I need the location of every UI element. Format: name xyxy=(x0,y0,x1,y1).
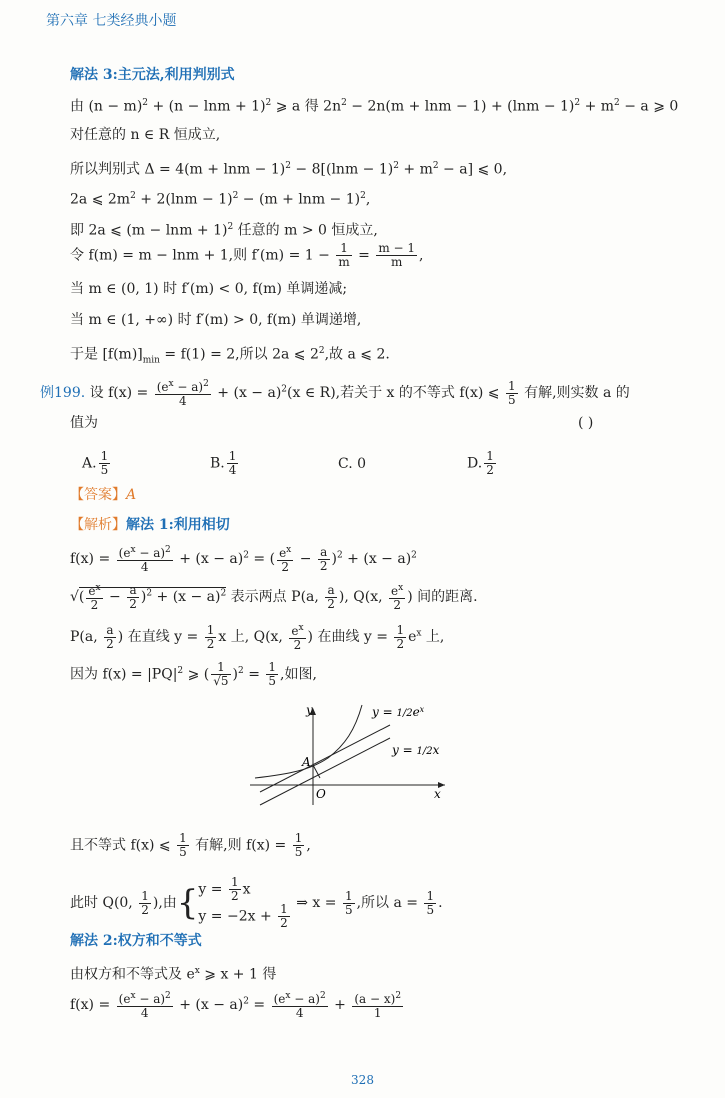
fraction: $\frac{e^x}{2}$ xyxy=(391,583,404,612)
text: 2a ⩽ 2m xyxy=(70,191,131,208)
fraction: $\frac{1}{5}$ xyxy=(179,831,187,859)
analysis-line-1: f(x) = $\frac{(e^x - a)^2}{4}$ + $(x - a)^2$ = ( $\frac{e^x}{2}$ − $\frac{a}{2}$ )$^2 + (x - a)^2$ xyxy=(70,544,417,574)
text: x 上, Q xyxy=(218,629,266,645)
text: , xyxy=(365,191,371,208)
fraction: $\frac{1}{5}$ xyxy=(344,888,353,917)
text: ,所以 a = xyxy=(356,895,423,911)
choice-b xyxy=(210,450,240,477)
method3-line-7: 当 m ∈ (0, 1) 时 f′(m) < 0, f(m) 单调递减; xyxy=(70,281,348,297)
fraction: $\frac{(e^x - a)^2}{4}$ xyxy=(156,379,209,408)
text: + m xyxy=(580,98,615,115)
text: f(x) = xyxy=(70,997,115,1013)
fraction: $\frac{(e^x - a)^2}{4}$ xyxy=(118,545,171,574)
fraction: $\frac{1}{2}$ xyxy=(206,622,215,651)
text: + 2(lnm − 1) xyxy=(135,191,233,208)
analysis-label: 【解析】 xyxy=(70,517,126,533)
page-number: 328 xyxy=(351,1073,374,1087)
subscript: min xyxy=(142,355,160,366)
text: = xyxy=(353,247,375,264)
analysis-line-4: 因为 $f(x) = |PQ|^2$ ⩾ ( $\frac{1}{√5}$ )$^2$ = $\frac{1}{5}$ ,如图, xyxy=(70,660,317,689)
example-199-line-1: 例199. 设 f(x) = $\frac{(e^x - a)^2}{4}$ + $(x - a)^2(x$ ∈ R),若关于 x 的不等式 f(x) ⩽ $\frac{1}{5}$ 有解,则实数 a 的 xyxy=(40,378,630,408)
example-199-line-2: 值为 xyxy=(70,415,98,431)
text: ,故 a ⩽ 2. xyxy=(324,346,390,363)
fraction: $\frac{1}{5}$ xyxy=(507,378,516,407)
text: − a ⩾ 0 xyxy=(619,98,679,115)
y-axis-label: y xyxy=(306,703,313,717)
text: + (x − a) xyxy=(174,551,244,567)
text: ⩾ xyxy=(183,666,204,683)
choice-label: B. xyxy=(210,455,225,472)
fraction: $\frac{1}{2}$ xyxy=(486,449,494,477)
text: 此时 Q xyxy=(70,895,114,911)
method3-line-6 xyxy=(70,242,424,269)
text: + (x − a) xyxy=(174,997,244,1013)
text: 由 (n − m) xyxy=(70,98,143,115)
fraction: $\frac{e^x}{2}$ xyxy=(279,545,292,574)
curve-label: $y = 1/2e^x$ xyxy=(372,705,425,719)
text: − 2n(m + lnm − 1) + (lnm − 1) xyxy=(346,98,575,115)
text: − a] ⩽ 0, xyxy=(438,161,508,178)
text: − 8[(lnm − 1) xyxy=(290,161,394,178)
text: 上, xyxy=(421,629,445,645)
text: 令 f(m) = m − lnm + 1,则 f′(m) = 1 − xyxy=(70,247,330,264)
text: y = −2x + xyxy=(198,908,277,925)
method2-line-2: f(x) = $\frac{(e^x - a)^2}{4}$ + $(x - a)^2$ = $\frac{(e^x - a)^2}{4}$ + $\frac{(a - x)^2}{1}$ xyxy=(70,991,402,1020)
fraction: $\frac{(a - x)^2}{1}$ xyxy=(354,991,402,1020)
text: 所以判别式 Δ = 4(m + lnm − 1) xyxy=(70,161,286,178)
text: x xyxy=(432,743,440,757)
method3-line-8: 当 m ∈ (1, +∞) 时 f′(m) > 0, f(m) 单调递增, xyxy=(70,312,362,328)
fraction: $\frac{1}{5}$ xyxy=(268,660,277,689)
text: y = xyxy=(372,705,397,719)
text: + (n − lnm + 1) xyxy=(148,98,266,115)
text: 表示两点 P xyxy=(226,589,301,605)
method3-line-9: 于是 $[f(m)]_{min} = f(1) = 2$,所以 2a ⩽ $2^2$,故 a ⩽ 2. xyxy=(70,346,390,366)
text: 有解,则实数 a 的 xyxy=(519,385,630,401)
analysis-title xyxy=(70,514,230,536)
text: , xyxy=(306,837,311,854)
fraction: $\frac{1}{√5}$ xyxy=(213,660,229,689)
answer-paren: ( ) xyxy=(578,415,594,431)
text: = xyxy=(248,997,270,1013)
fraction: $\frac{1}{2}$ xyxy=(230,875,239,903)
choice-a xyxy=(82,450,112,477)
fraction: $\frac{a}{2}$ xyxy=(129,582,137,611)
method3-line-1: 由 $(n - m)^2 + (n - \ln m + 1)^2$ ⩾ a 得 $2n^2 - 2n(m + \ln m - 1) + (\ln m - 1)^2 + m^2 - a$ ⩾ 0 xyxy=(70,98,679,115)
choice-label: A. xyxy=(82,455,97,472)
text: ,由 xyxy=(158,895,177,911)
text: 且不等式 f(x) ⩽ xyxy=(70,837,176,854)
text: + m xyxy=(398,161,433,178)
x-axis-label: x xyxy=(434,787,441,801)
text: ,如图, xyxy=(280,666,317,683)
answer-label: 【答案】 xyxy=(70,487,126,503)
text: 有解,则 f(x) = xyxy=(190,837,291,854)
text: . xyxy=(438,895,443,911)
method2-title: 解法 2:权方和不等式 xyxy=(70,933,202,949)
fraction: $\frac{a}{2}$ xyxy=(327,582,335,611)
method3-line-4: 2a ⩽ $2m^2 + 2(\ln m - 1)^2 - (m + \ln m - 1)^2$, xyxy=(70,191,371,208)
analysis-line-6: 此时 Q(0, $\frac{1}{2}$ ),由{ y = $\frac{1}{2}$ x y = −2x + $\frac{1}{2}$ ⇒ x = $\frac{1}{5}$ ,所以 a = $\frac{1}{5}$ . xyxy=(70,875,443,930)
origin-label: O xyxy=(316,787,326,801)
text: 间的距离. xyxy=(412,589,478,605)
method3-line-3: 所以判别式 $\Delta = 4(m + \ln m - 1)^2 - 8[(\ln m - 1)^2 + m^2 - a]$ ⩽ 0, xyxy=(70,161,508,178)
method2-line-1: 由权方和不等式及 $e^x$ ⩾ x + 1 得 xyxy=(70,966,277,983)
analysis-line-2: √( $\frac{e^x}{2}$ − $\frac{a}{2}$ )$^2 + (x - a)^2$ 表示两点 P(a, $\frac{a}{2}$ ), Q(x, $\frac{e^x}{2}$ ) 间的距离. xyxy=(70,582,478,612)
text: + (x − a) xyxy=(342,551,412,567)
text: y = xyxy=(198,881,227,898)
text: e xyxy=(408,629,417,645)
text: 设 f(x) = xyxy=(85,385,153,401)
method3-line-5: 即 2a ⩽ $(m - \ln m + 1)^2$ 任意的 m > 0 恒成立, xyxy=(70,222,378,239)
text: 于是 [f(m)] xyxy=(70,346,143,363)
fraction: $\frac{m - 1}{m}$ xyxy=(378,241,416,269)
point-a-label: A xyxy=(302,755,311,769)
text: 即 2a ⩽ (m − lnm + 1) xyxy=(70,222,228,239)
text: , Q xyxy=(344,589,365,605)
text: ⩾ x + 1 得 xyxy=(199,966,277,983)
answer-value: A xyxy=(126,487,137,503)
text: 在曲线 y = xyxy=(313,629,393,645)
text: + (x − a) xyxy=(212,385,282,401)
text: ⩾ a 得 2n xyxy=(271,98,342,115)
text: − (m + lnm − 1) xyxy=(238,191,361,208)
fraction: $\frac{1}{5}$ xyxy=(100,449,109,477)
line-half-x xyxy=(260,725,390,792)
text: + (x − a) xyxy=(152,589,221,605)
line-label: y = 1/2x xyxy=(392,743,440,757)
fraction: $\frac{1}{5}$ xyxy=(426,888,435,917)
tangent-figure xyxy=(250,700,450,810)
text: 由权方和不等式及 e xyxy=(70,966,195,983)
text: f(x) = xyxy=(70,551,115,567)
analysis-line-3: P(a, $\frac{a}{2}$ ) 在直线 y = $\frac{1}{2}$ x 上, Q(x, $\frac{e^x}{2}$ ) 在曲线 y = $\frac{1}{2}$ $e^x$ 上, xyxy=(70,622,445,652)
choice-d xyxy=(467,450,498,477)
answer-line xyxy=(70,484,136,506)
chapter-header: 第六章 七类经典小题 xyxy=(46,13,177,29)
equation-system xyxy=(198,876,291,930)
fraction: $\frac{e^x}{2}$ xyxy=(88,583,101,612)
text: 任意的 m > 0 恒成立, xyxy=(233,222,378,239)
text: = xyxy=(248,551,270,567)
text: (x ∈ R),若关于 x 的不等式 f(x) ⩽ xyxy=(287,385,504,401)
example-label: 例199. xyxy=(40,385,86,401)
fraction: $\frac{1}{2}$ xyxy=(396,622,405,651)
text: + xyxy=(329,997,351,1013)
text: P xyxy=(70,629,80,645)
analysis-line-5 xyxy=(70,832,311,859)
method3-title: 解法 3:主元法,利用判别式 xyxy=(70,67,235,83)
text: 在直线 y = xyxy=(123,629,203,645)
fraction: $\frac{1}{2}$ xyxy=(280,902,288,930)
text: ⇒ x = xyxy=(291,895,341,911)
text: e xyxy=(412,705,420,719)
fraction: $\frac{(e^x - a)^2}{4}$ xyxy=(118,991,171,1020)
fraction: $\frac{1}{5}$ xyxy=(294,831,303,859)
fraction: $\frac{e^x}{2}$ xyxy=(291,623,304,652)
text: = xyxy=(243,666,265,683)
choice-c: C. 0 xyxy=(338,456,367,472)
fraction: $\frac{a}{2}$ xyxy=(106,622,114,651)
text: = f(1) = 2,所以 2a ⩽ 2 xyxy=(159,346,319,363)
fraction: $\frac{1}{2}$ xyxy=(141,888,149,917)
fraction: $\frac{(e^x - a)^2}{4}$ xyxy=(273,991,326,1020)
fraction: $\frac{a}{2}$ xyxy=(319,544,328,573)
text: y = xyxy=(392,743,417,757)
choice-label: D. xyxy=(467,455,483,472)
method1-title: 解法 1:利用相切 xyxy=(126,517,230,533)
text: , xyxy=(419,247,424,264)
fraction: $\frac{1}{m}$ xyxy=(338,241,350,269)
text: 因为 f(x) = |PQ| xyxy=(70,666,178,683)
fraction: $\frac{1}{4}$ xyxy=(228,449,237,477)
text: x xyxy=(242,881,251,898)
method3-line-2: 对任意的 n ∈ R 恒成立, xyxy=(70,127,221,143)
